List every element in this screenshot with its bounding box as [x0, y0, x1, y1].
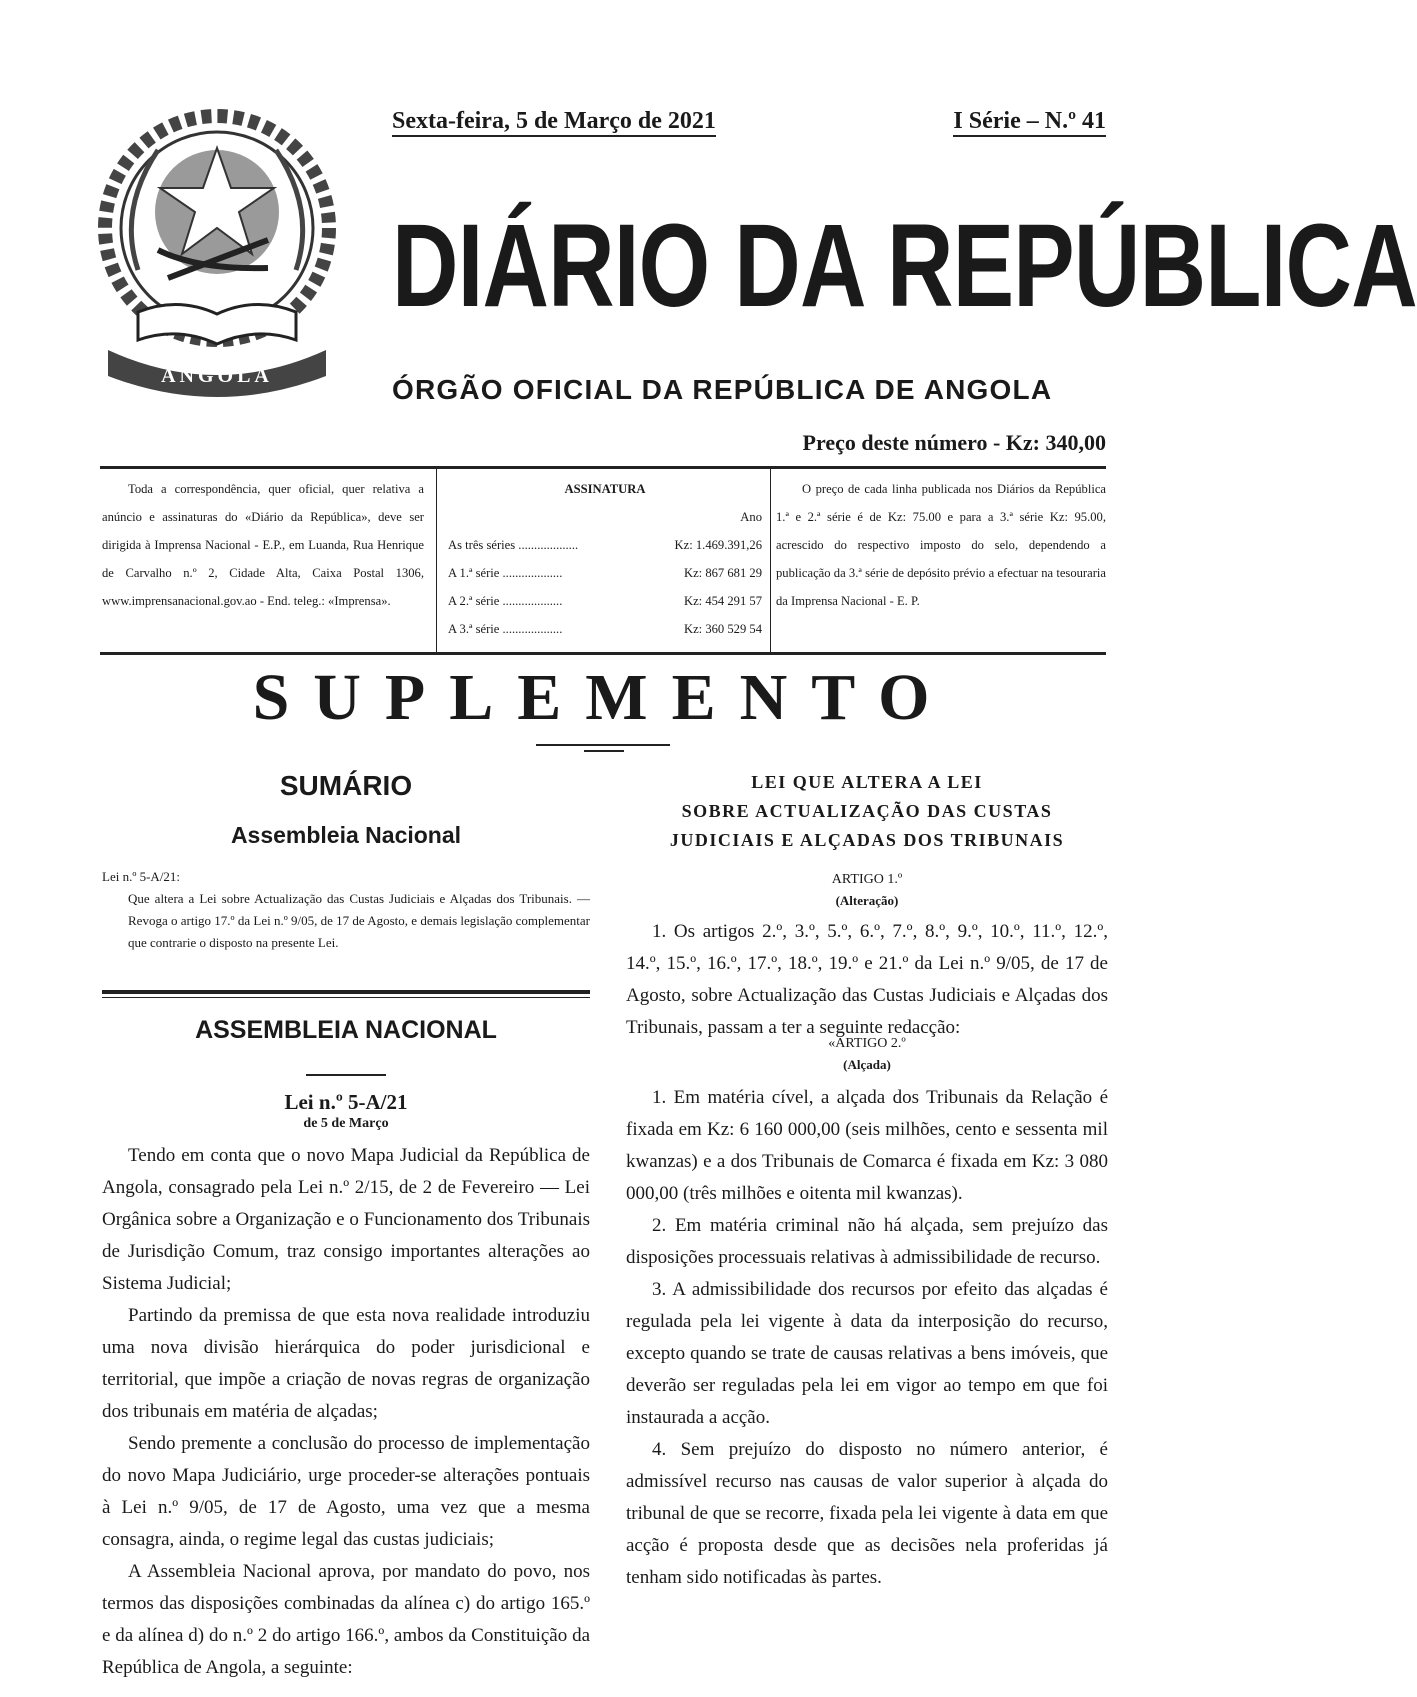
article-paragraph: 2. Em matéria criminal não há alçada, sem prejuízo das disposições processuais relativas à admissibilidade de recurso. — [626, 1215, 1108, 1268]
preamble-paragraph: Partindo da premissa de que esta nova realidade introduziu uma nova divisão hierárquica do poder jurisdicional e territorial, que impõe a criação de novas regras de organização dos tribunais em matéria de alçadas; — [102, 1305, 590, 1422]
section-rule — [102, 997, 590, 998]
preamble-paragraph: Tendo em conta que o novo Mapa Judicial da República de Angola, consagrado pela Lei n.º 2/15, de 2 de Fevereiro — Lei Orgânica sobre a Organização e o Funcionamento dos Tribunais de Jurisdição Comum, traz consigo importantes alterações ao Sistema Judicial; — [102, 1145, 590, 1294]
masthead-subtitle: ÓRGÃO OFICIAL DA REPÚBLICA DE ANGOLA — [392, 374, 1053, 405]
article-1-title: ARTIGO 1.º — [831, 872, 903, 887]
ornament-rule — [584, 750, 624, 752]
subscription-row: A 2.ª série ................... Kz: 454 291 57 — [448, 594, 762, 608]
article-paragraph: 1. Em matéria cível, a alçada dos Tribunais da Relação é fixada em Kz: 6 160 000,00 (seis milhões, cento e sessenta mil kwanzas) e a dos Tribunais de Comarca é fixada em Kz: 3 080 000,00 (três milhões e oitenta mil kwanzas). — [626, 1087, 1108, 1204]
angola-emblem — [98, 100, 336, 400]
issue-series-number: I Série – N.º 41 — [953, 108, 1106, 137]
subscription-row: As três séries ................... Kz: 1.469.391,26 — [448, 538, 762, 552]
assembly-heading: ASSEMBLEIA NACIONAL — [195, 1016, 497, 1044]
publication-pricing-notice: O preço de cada linha publicada nos Diários da República 1.ª e 2.ª série é de Kz: 75.00 e para a 3.ª série Kz: 95.00, acrescido do respectivo imposto do selo, dependendo a publicação da 3.ª série de depósito prévio a efectuar na tesouraria da Imprensa Nacional - E. P. — [776, 482, 1106, 608]
article-2-subtitle: (Alçada) — [843, 1057, 891, 1072]
issue-date: Sexta-feira, 5 de Março de 2021 — [392, 108, 716, 137]
subscription-row: A 3.ª série ................... Kz: 360 529 54 — [448, 622, 762, 636]
article-2-title: «ARTIGO 2.º — [828, 1036, 906, 1051]
issue-price: Preço deste número - Kz: 340,00 — [802, 430, 1106, 455]
summary-entry — [102, 866, 590, 954]
article-2-body — [626, 1082, 1108, 1594]
article-paragraph: 3. A admissibilidade dos recursos por efeito das alçadas é regulada pela lei vigente à data da interposição do recurso, excepto quando se trate de causas relativas a bens imóveis, que deverão ser reguladas pela lei em vigor ao tempo em que foi instaurada a acção. — [626, 1279, 1108, 1428]
ornament-rule — [536, 744, 670, 746]
preamble-paragraph: Sendo premente a conclusão do processo de implementação do novo Mapa Judiciário, urge proceder-se alterações pontuais à Lei n.º 9/05, de 17 de Agosto, uma vez que a mesma consagra, ainda, o regime legal das custas judiciais; — [102, 1433, 590, 1550]
subscription-table — [448, 475, 762, 643]
supplement-heading: SUPLEMENTO — [252, 661, 954, 734]
subscription-year-label: Ano — [740, 510, 762, 524]
law-title: Lei n.º 5-A/21 — [284, 1090, 408, 1114]
article-paragraph: 4. Sem prejuízo do disposto no número anterior, é admissível recurso nas causas de valor superior à alçada do tribunal de que se recorre, fixada pela lei vigente à data em que acção é proposta desde que as decisões nela proferidas já tenham sido notificadas às partes. — [626, 1439, 1108, 1588]
book-icon — [138, 304, 296, 344]
masthead-title: DIÁRIO DA REPÚBLICA — [392, 200, 1417, 332]
summary-section: Assembleia Nacional — [230, 822, 462, 848]
info-box-bottom-rule — [100, 652, 1106, 655]
preamble-paragraph: A Assembleia Nacional aprova, por mandato do povo, nos termos das disposições combinadas da alínea c) do artigo 165.º e da alínea d) do n.º 2 do artigo 166.º, ambos da Constituição da República de Angola, a seguinte: — [102, 1561, 590, 1678]
correspondence-notice: Toda a correspondência, quer oficial, quer relativa a anúncio e assinaturas do «Diário da República», deve ser dirigida à Imprensa Nacional - E.P., em Luanda, Rua Henrique de Carvalho n.º 2, Cidade Alta, Caixa Postal 1306, www.imprensanacional.gov.ao - End. teleg.: «Imprensa». — [102, 482, 424, 608]
emblem-banner-text: ANGOLA — [161, 365, 273, 387]
info-box-divider — [436, 469, 437, 652]
law-heading: LEI QUE ALTERA A LEI SOBRE ACTUALIZAÇÃO DAS CUSTAS JUDICIAIS E ALÇADAS DOS TRIBUNAIS — [669, 772, 1065, 850]
preamble — [102, 1140, 590, 1684]
short-rule — [306, 1074, 386, 1076]
info-box-divider — [770, 469, 771, 652]
law-date: de 5 de Março — [303, 1116, 389, 1131]
summary-entry-title: Lei n.º 5-A/21: — [102, 869, 181, 884]
article-1-subtitle: (Alteração) — [835, 893, 899, 908]
summary-entry-text: Que altera a Lei sobre Actualização das Custas Judiciais e Alçadas dos Tribunais. — Revoga o artigo 17.º da Lei n.º 9/05, de 17 de Agosto, e demais legislação complementar que contrarie o disposto na presente Lei. — [128, 891, 590, 950]
subscription-row: A 1.ª série ................... Kz: 867 681 29 — [448, 566, 762, 580]
section-rule — [102, 990, 590, 994]
summary-heading: SUMÁRIO — [279, 770, 413, 801]
info-box-top-rule — [100, 466, 1106, 469]
subscription-heading: ASSINATURA — [564, 482, 646, 496]
article-1-body: 1. Os artigos 2.º, 3.º, 5.º, 6.º, 7.º, 8.º, 9.º, 10.º, 11.º, 12.º, 14.º, 15.º, 16.º, 17.º, 18.º, 19.º e 21.º da Lei n.º 9/05, de 17 de Agosto, sobre Actualização das Custas Judiciais e Alçadas dos Tribunais, passam a ter a seguinte redacção: — [626, 921, 1108, 1038]
